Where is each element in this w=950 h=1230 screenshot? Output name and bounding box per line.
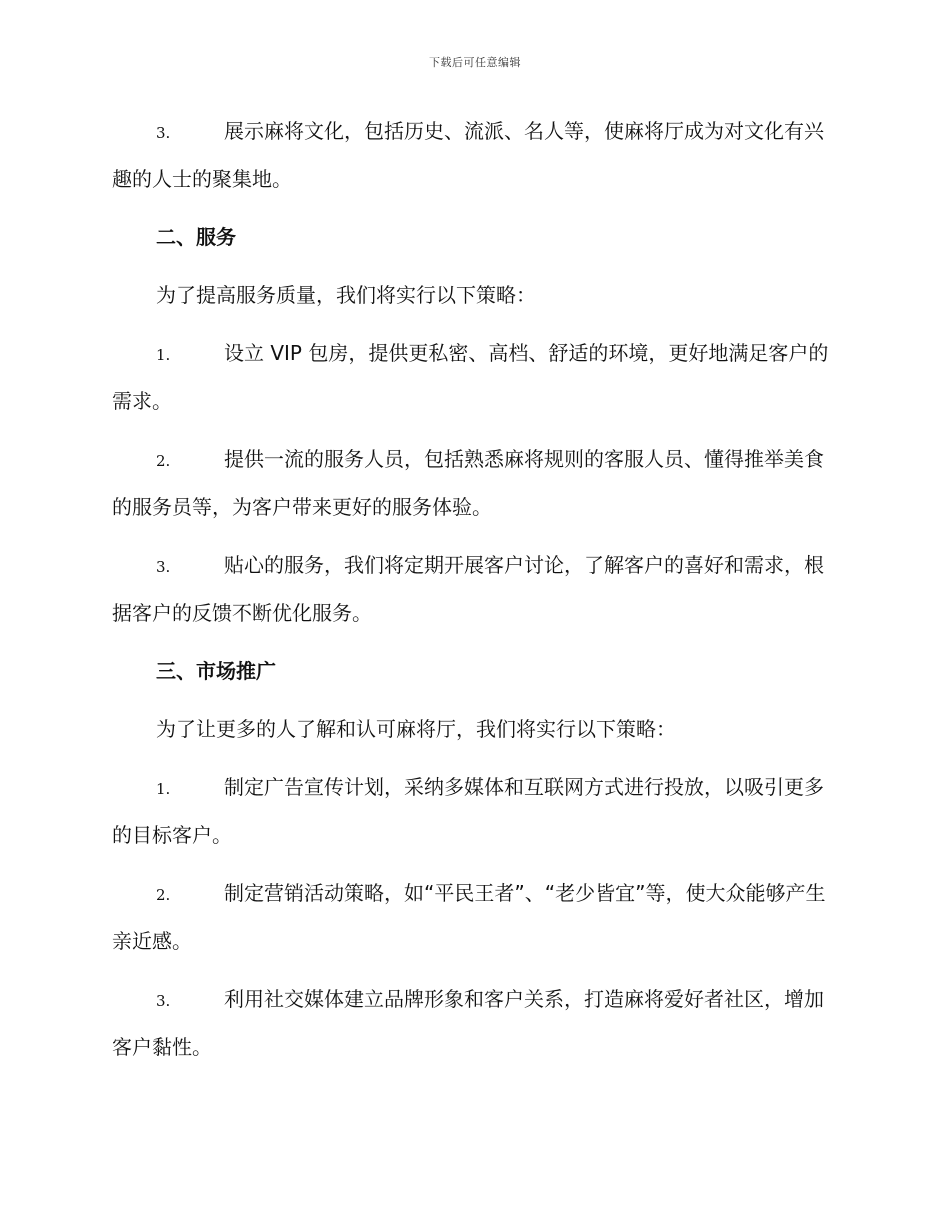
list-item-text: 制定营销活动策略，如“平民王者”、“老少皆宜”等，使大众能够产生亲近感。 <box>112 881 826 953</box>
list-item <box>112 108 834 202</box>
section-intro: 为了提高服务质量，我们将实行以下策略： <box>156 283 536 307</box>
list-item-text: 设立 VIP 包房，提供更私密、高档、舒适的环境，更好地满足客户的需求。 <box>112 341 829 413</box>
list-number: 3. <box>156 124 171 142</box>
list-item <box>112 976 834 1070</box>
list-item <box>112 764 834 858</box>
list-item-text: 利用社交媒体建立品牌形象和客户关系，打造麻将爱好者社区，增加客户黏性。 <box>112 987 824 1059</box>
list-number: 3. <box>156 558 171 576</box>
list-item <box>112 436 834 530</box>
list-number: 2. <box>156 886 171 904</box>
list-item-text: 制定广告宣传计划，采纳多媒体和互联网方式进行投放，以吸引更多的目标客户。 <box>112 775 824 847</box>
list-item <box>112 542 834 636</box>
list-item <box>112 870 834 964</box>
section-intro: 为了让更多的人了解和认可麻将厅，我们将实行以下策略： <box>156 717 676 741</box>
list-number: 1. <box>156 780 171 798</box>
list-number: 1. <box>156 346 171 364</box>
list-item-text: 贴心的服务，我们将定期开展客户讨论，了解客户的喜好和需求，根据客户的反馈不断优化服务。 <box>112 553 824 625</box>
list-number: 2. <box>156 452 171 470</box>
list-item-text: 提供一流的服务人员，包括熟悉麻将规则的客服人员、懂得推举美食的服务员等，为客户带来更好的服务体验。 <box>112 447 824 519</box>
list-number: 3. <box>156 992 171 1010</box>
list-item-text: 展示麻将文化，包括历史、流派、名人等，使麻将厅成为对文化有兴趣的人士的聚集地。 <box>112 119 824 191</box>
section-heading-marketing: 三、市场推广 <box>156 659 276 683</box>
page-header: 下载后可任意编辑 <box>429 56 521 69</box>
list-item <box>112 330 834 424</box>
document-body <box>112 108 834 1082</box>
section-heading-service: 二、服务 <box>156 225 236 249</box>
